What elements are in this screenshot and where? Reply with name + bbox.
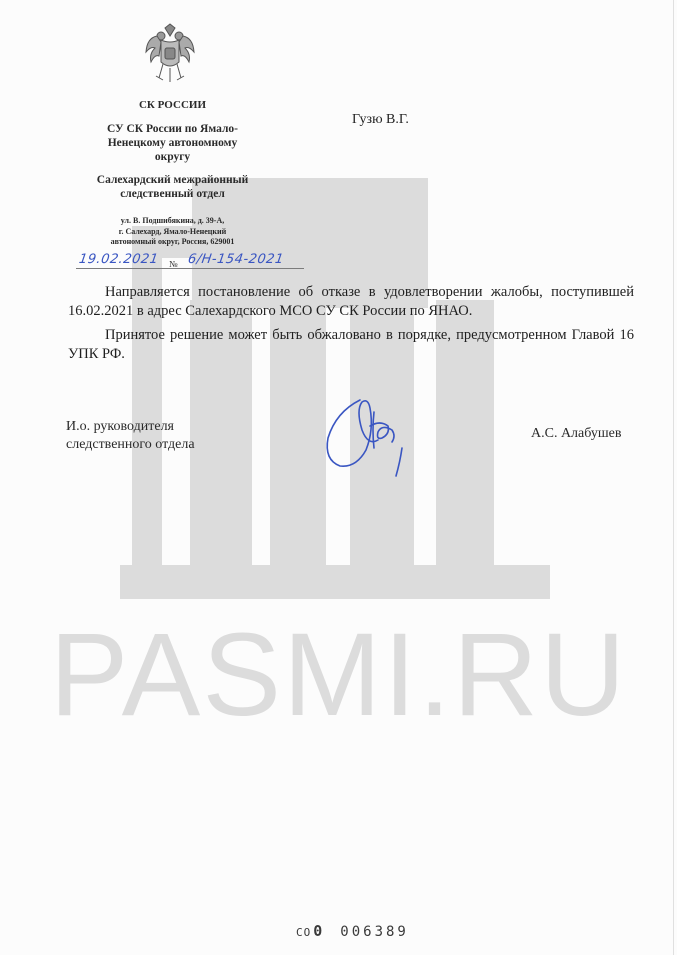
unit-name: Салехардский межрайонный следственный отдел xyxy=(96,174,249,200)
watermark-text: PASMI.RU xyxy=(49,609,628,741)
letter-body xyxy=(68,283,634,369)
number-sign: № xyxy=(169,259,178,269)
scan-edge xyxy=(673,0,674,955)
org-address: ул. В. Подшибякина, д. 39-А, г. Салехард, Ямало-Ненецкий автономный округ, Россия, 629001 xyxy=(110,216,235,246)
reference-number: 6/Н-154-2021 xyxy=(186,252,285,267)
signatory-title: И.о. руководителя следственного отдела xyxy=(66,419,195,452)
department-name: СУ СК России по Ямало- Ненецкому автономному округу xyxy=(106,123,238,163)
org-name: СК РОССИИ xyxy=(138,99,206,111)
serial-number: СО 0 006389 xyxy=(296,922,409,940)
signatory-name: А.С. Алабушев xyxy=(531,426,622,441)
handwritten-signature xyxy=(316,390,426,485)
addressee: Гузю В.Г. xyxy=(352,112,409,127)
reference-date: 19.02.2021 xyxy=(77,252,160,267)
body-paragraph-2: Принятое решение может быть обжаловано в порядке, предусмотренном Главой 16 УПК РФ. xyxy=(68,327,634,362)
reference-underline xyxy=(76,268,304,269)
body-paragraph-1: Направляется постановление об отказе в удовлетворении жалобы, поступившей 16.02.2021 в адрес Салехардского МСО СУ СК России по ЯНАО. xyxy=(68,284,634,319)
double-headed-eagle-emblem xyxy=(143,22,197,84)
